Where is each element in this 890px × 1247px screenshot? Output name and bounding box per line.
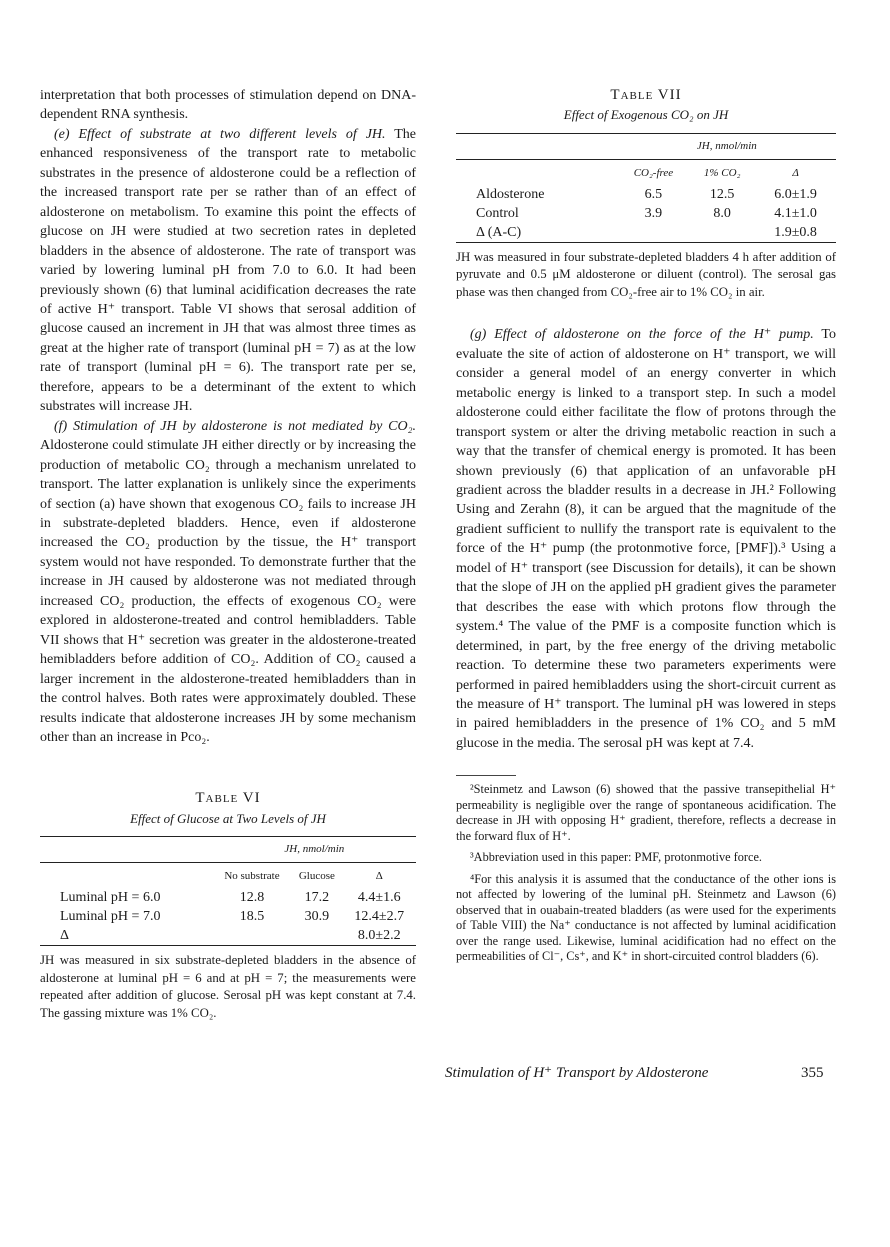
table-row: Control 3.9 8.0 4.1±1.0 <box>476 205 817 221</box>
paragraph-e <box>40 125 416 417</box>
footnote: ⁴For this analysis it is assumed that the conductance of the other ions is not affected by lowering of the luminal pH. Steinmetz and Lawson (6) observed that in ouabain-treated bladders (as were used for the experiments of Table VIII) the Na⁺ conductance is not affected by luminal acidification over the range used. Likewise, luminal acidification had no effect on the permeabilities of Cl⁻, Cs⁺, and K⁺ in short-circuited control bladders (6). <box>456 871 836 964</box>
table-row: Δ (A-C) 1.9±0.8 <box>476 224 817 240</box>
table-row: Luminal pH = 7.0 18.5 30.9 12.4±2.7 <box>60 909 405 925</box>
table-caption: JH was measured in six substrate-depleted bladders in the absence of aldosterone at luminal pH = 6 and at pH = 7; the measurements were repeated after addition of glucose. Serosal pH was kept constant at 7.4. The gassing mixture was 1% CO₂. <box>40 953 416 1020</box>
column-header: 1% CO₂ <box>703 166 741 179</box>
column-header: Glucose <box>298 870 335 883</box>
paragraph-text: Aldosterone could stimulate JH either directly or by increasing the production of metabolic CO₂ through a mechanism unrelated to transport. The latter explanation is unlikely since the experiments of section (a) have shown that exogenous CO₂ fails to increase JH in substrate-depleted bladders. Hence, even if aldosterone increased the CO₂ production by the tissue, the H⁺ transport system would not have responded. To demonstrate further that the increase in JH caused by aldosterone was not mediated through increased CO₂ production, the effects of exogenous CO₂ were explored in aldosterone-treated and control hemibladders. Table VII shows that H⁺ secretion was greater in the aldosterone-treated hemibladders before addition of CO₂. Addition of CO₂ caused a larger increment in the aldosterone-treated hemibladders than in the control halves. Both rates were approximately doubled. These results indicate that aldosterone increases JH by some mechanism other than an increase in Pco₂. <box>40 438 416 745</box>
section-heading: (e) Effect of substrate at two different levels of JH. <box>54 126 386 142</box>
table-row: Luminal pH = 6.0 12.8 17.2 4.4±1.6 <box>60 890 401 906</box>
table-title: Table VII <box>610 87 682 103</box>
footnote: ²Steinmetz and Lawson (6) showed that the passive transepithelial H⁺ permeability is negligible over the range of spontaneous acidification. The decrease in JH with opposing H⁺ gradient, therefore, reflects a decrease in the forward flux of H⁺. <box>456 782 836 843</box>
column-header: No substrate <box>224 870 280 883</box>
paragraph-f <box>40 417 416 748</box>
table-row: Δ 8.0±2.2 <box>60 928 401 944</box>
unit-header: JH, nmol/min <box>696 139 757 152</box>
paragraph: interpretation that both processes of stimulation depend on DNA-dependent RNA synthesis. <box>40 88 416 123</box>
column-header: CO₂-free <box>633 166 674 179</box>
left-column <box>40 86 416 1022</box>
table-vi <box>40 789 416 1022</box>
page-number: 355 <box>801 1065 824 1081</box>
section-heading: (g) Effect of aldosterone on the force of the H⁺ pump. <box>470 327 814 343</box>
footnote: ³Abbreviation used in this paper: PMF, protonmotive force. <box>470 850 762 865</box>
paragraph-g <box>456 325 836 753</box>
table-row: Aldosterone 6.5 12.5 6.0±1.9 <box>476 186 817 202</box>
paragraph-text: The enhanced responsiveness of the transport rate to metabolic substrates in the presence of aldosterone could be a reflection of the increased transport rate per se rather than of an effect of aldosterone on metabolism. To examine this point the effects of glucose on JH were studied at two secretion rates in depleted bladders in the absence of aldosterone. The rate of transport was varied by lowering luminal pH from 7.0 to 6.0. It had been previously shown (6) that luminal acidification decreases the rate of active H⁺ transport. Table VI shows that serosal addition of glucose caused an increment in JH that was almost three times as great at the higher rate of transport (luminal pH = 7) as at the low rate of transport (luminal pH = 6). The transport rate per se, therefore, appears to be a determinant of the extent to which substrates will increase JH. <box>40 126 417 415</box>
running-title: Stimulation of H⁺ Transport by Aldosterone <box>445 1065 709 1081</box>
table-subtitle: Effect of Exogenous CO₂ on JH <box>563 107 729 123</box>
section-heading: (f) Stimulation of JH by aldosterone is not mediated by CO₂. <box>54 418 416 434</box>
unit-header: JH, nmol/min <box>284 843 345 856</box>
table-title: Table VI <box>195 790 261 807</box>
table-caption: JH was measured in four substrate-depleted bladders 4 h after addition of pyruvate and 0.5 μM aldosterone or diluent (control). The serosal gas phase was then changed from CO₂-free air to 1% CO₂ in air. <box>456 249 836 299</box>
column-header: Δ <box>375 870 383 883</box>
table-subtitle: Effect of Glucose at Two Levels of JH <box>130 810 326 826</box>
column-header: Δ <box>792 166 799 179</box>
table-vii <box>456 86 836 301</box>
right-column <box>456 86 836 971</box>
footnote-divider <box>456 775 516 776</box>
paragraph-text: To evaluate the site of action of aldosterone on H⁺ transport, we will consider a general model of an energy converter in which metabolic energy is linked to a transport step. In such a model aldosterone could either facilitate the flow of protons through the transport system or alter the driving metabolic reaction in such a way that the transfer of chemical energy is promoted. It has been shown previously (6) that application of an unfavorable pH gradient across the bladder results in a decrease in JH.² Following Using and Zerahn (8), it can be argued that the magnitude of the gradient sufficient to nullify the transport rate is equivalent to the force of the H⁺ pump (the protonmotive force, [PMF]).³ Using a model of H⁺ transport (see Discussion for details), it can be shown that the slope of JH on the applied pH gradient gives the parameter that describes the ease with which protons flow through the system.⁴ The value of the PMF is a composite function which is determined, in part, by the free energy of the driving metabolic reaction. To determine these two parameters experiments were performed in paired hemibladders using the short-circuit current as the measure of H⁺ transport. The luminal pH was lowered in steps in paired hemibladders in the presence of 1% CO₂ and 5 mM glucose in the media. The serosal pH was kept at 7.4. <box>456 327 836 751</box>
